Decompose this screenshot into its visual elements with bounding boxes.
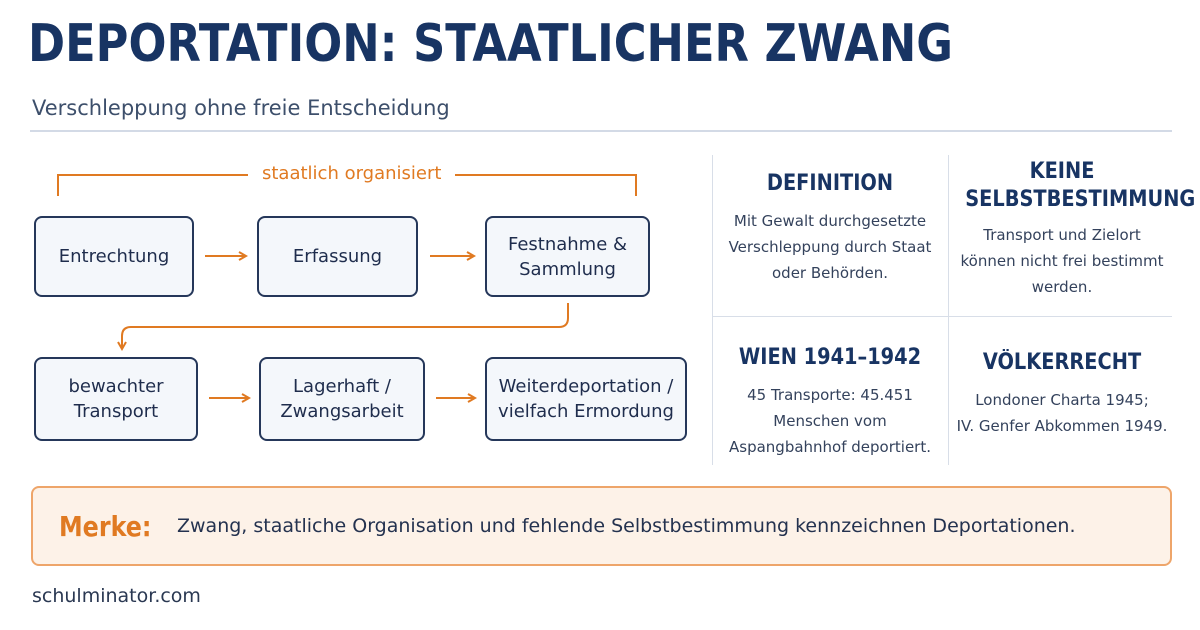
info-text: 45 Transporte: 45.451 Menschen vom Aspangbahnhof deportiert. xyxy=(729,386,931,456)
flow-step-entrechtung: Entrechtung xyxy=(34,216,194,297)
bracket-label: staatlich organisiert xyxy=(248,163,455,184)
merke-text: Zwang, staatliche Organisation und fehlende Selbstbestimmung kennzeichnen Deportationen. xyxy=(177,515,1076,537)
info-title: DEFINITION xyxy=(766,171,894,196)
info-title: KEINE SELBSTBESTIMMUNG xyxy=(965,159,1196,212)
arrow-wrap-down xyxy=(122,303,568,349)
merke-box xyxy=(31,486,1172,566)
page-subtitle: Verschleppung ohne freie Entscheidung xyxy=(32,96,450,120)
info-text: Londoner Charta 1945; IV. Genfer Abkommen 1949. xyxy=(956,391,1168,435)
page-title: DEPORTATION: STAATLICHER ZWANG xyxy=(28,14,954,74)
flow-step-festnahme: Festnahme & Sammlung xyxy=(485,216,650,297)
footer-site-name: schulminator.com xyxy=(32,585,201,607)
info-cell-wien xyxy=(716,344,944,460)
info-text: Transport und Zielort können nicht frei bestimmt werden. xyxy=(960,226,1164,296)
flow-step-erfassung: Erfassung xyxy=(257,216,418,297)
info-cell-voelkerrecht xyxy=(952,349,1172,439)
grid-divider-vertical-middle xyxy=(948,155,949,465)
flow-step-lagerhaft: Lagerhaft / Zwangsarbeit xyxy=(259,357,425,441)
flow-step-transport: bewachter Transport xyxy=(34,357,198,441)
info-cell-selbstbestimmung xyxy=(952,158,1196,300)
flow-step-weiterdeportation: Weiterdeportation / vielfach Ermordung xyxy=(485,357,687,441)
info-title: WIEN 1941–1942 xyxy=(738,345,922,370)
info-cell-definition xyxy=(716,170,944,286)
grid-divider-vertical-left xyxy=(712,155,713,465)
info-text: Mit Gewalt durchgesetzte Verschleppung durch Staat oder Behörden. xyxy=(728,212,932,282)
info-title: VÖLKERRECHT xyxy=(982,350,1142,375)
grid-divider-horizontal xyxy=(712,316,1172,317)
merke-label: Merke: xyxy=(59,509,152,543)
